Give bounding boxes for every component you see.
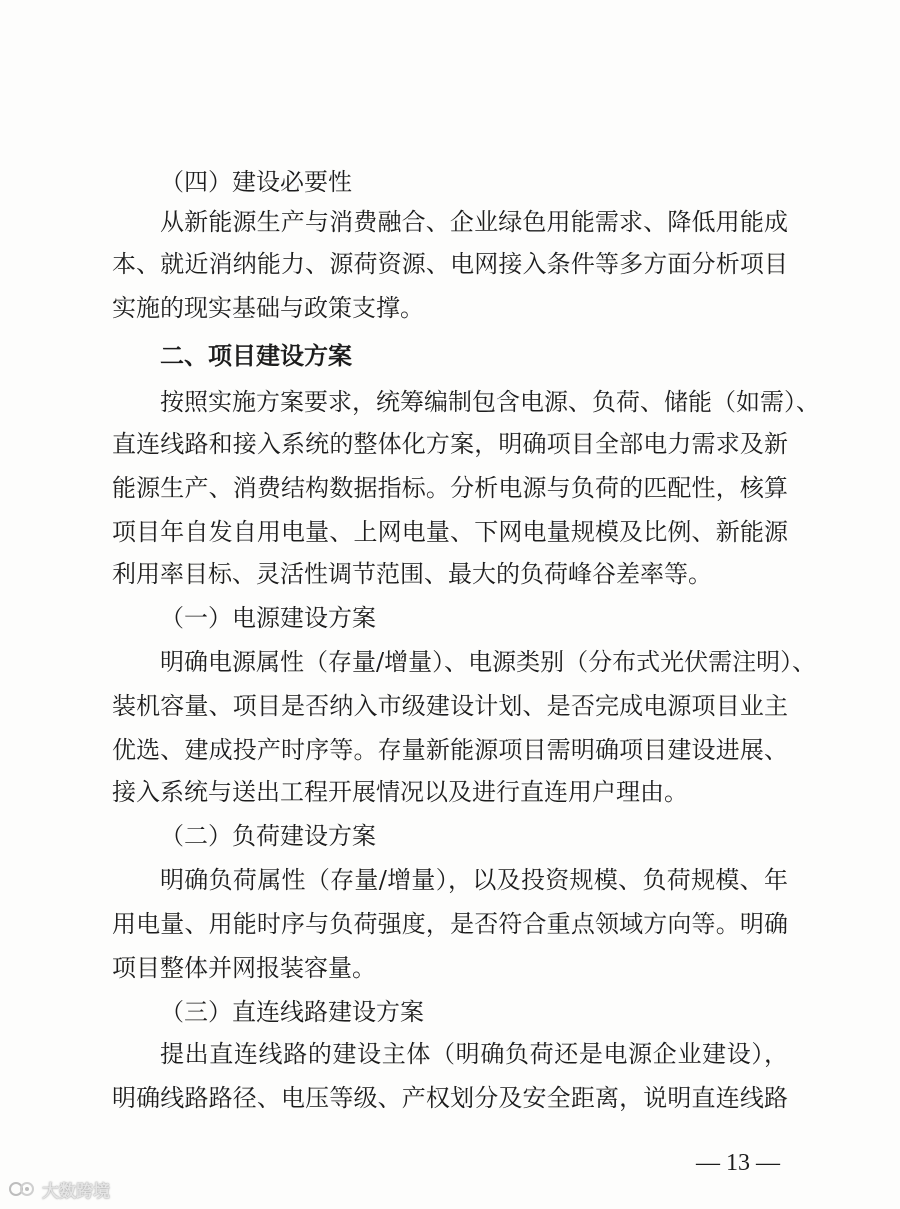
paragraph-line: 明确线路路径、电压等级、产权划分及安全距离，说明直连线路 [112,1084,788,1112]
paragraph-line: 用电量、用能时序与负荷强度，是否符合重点领域方向等。明确 [112,910,788,938]
paragraph-line: 优选、建成投产时序等。存量新能源项目需明确项目建设进展、 [112,736,788,764]
paragraph-line: 项目整体并网报装容量。 [112,954,376,982]
paragraph-line: 直连线路和接入系统的整体化方案，明确项目全部电力需求及新 [112,430,788,458]
section-heading-4: （四）建设必要性 [160,168,352,196]
watermark-logo-icon [8,1178,36,1200]
paragraph-line: 明确电源属性（存量/增量）、电源类别（分布式光伏需注明）、 [160,648,817,676]
paragraph-line: 按照实施方案要求，统筹编制包含电源、负荷、储能（如需）、 [160,388,820,416]
paragraph-line: 接入系统与送出工程开展情况以及进行直连用户理由。 [112,778,688,806]
watermark-text: 大数跨境 [42,1181,110,1202]
paragraph-line: 实施的现实基础与政策支撑。 [112,294,424,322]
paragraph-line: 提出直连线路的建设主体（明确负荷还是电源企业建设）， [160,1040,788,1068]
watermark [8,1176,110,1202]
chapter-heading-2: 二、项目建设方案 [160,342,352,370]
paragraph-line: 能源生产、消费结构数据指标。分析电源与负荷的匹配性，核算 [112,474,788,502]
section-heading-3: （三）直连线路建设方案 [160,998,424,1026]
section-heading-2: （二）负荷建设方案 [160,822,376,850]
paragraph-line: 装机容量、项目是否纳入市级建设计划、是否完成电源项目业主 [112,692,788,720]
section-heading-1: （一）电源建设方案 [160,604,376,632]
page-number: — 13 — [696,1150,780,1176]
paragraph-line: 利用率目标、灵活性调节范围、最大的负荷峰谷差率等。 [112,560,712,588]
paragraph-line: 本、就近消纳能力、源荷资源、电网接入条件等多方面分析项目 [112,250,788,278]
paragraph-line: 项目年自发自用电量、上网电量、下网电量规模及比例、新能源 [112,518,788,546]
paragraph-line: 明确负荷属性（存量/增量），以及投资规模、负荷规模、年 [160,866,788,894]
paragraph-line: 从新能源生产与消费融合、企业绿色用能需求、降低用能成 [160,208,788,236]
